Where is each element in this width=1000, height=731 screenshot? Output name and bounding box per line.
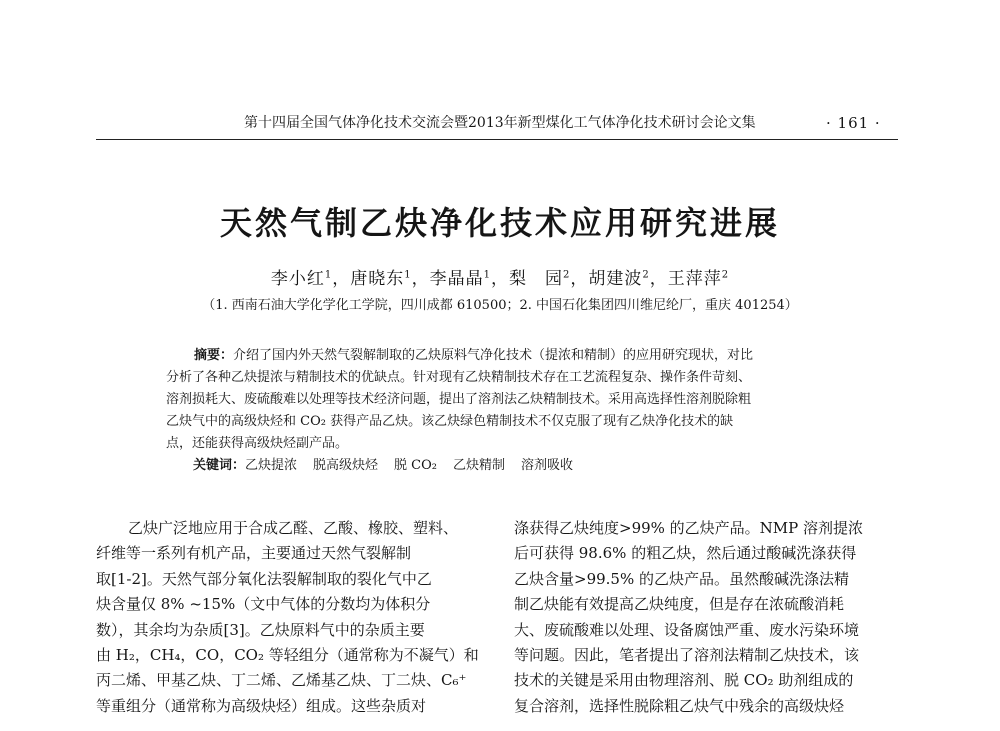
abstract-line: 点，还能获得高级炔烃副产品。: [166, 436, 349, 451]
body-line: 纤维等一系列有机产品，主要通过天然气裂解制: [96, 544, 412, 563]
body-line: 乙炔含量>99.5% 的乙炔产品。虽然酸碱洗涤法精: [514, 569, 849, 588]
author-affiliation-mark: 2: [563, 269, 571, 281]
body-line: 大、废硫酸难以处理、设备腐蚀严重、废水污染环境: [514, 620, 860, 639]
author-name: 李晶晶: [429, 269, 484, 289]
author-affiliation-mark: 1: [483, 269, 491, 281]
body-line: 涤获得乙炔纯度>99% 的乙炔产品。NMP 溶剂提浓: [514, 519, 864, 537]
author-affiliation-mark: 1: [404, 269, 412, 281]
author-name: 唐晓东: [350, 269, 405, 289]
abstract-label: 摘要：: [194, 348, 234, 363]
page-number: · 161 ·: [826, 114, 881, 132]
author-name: 胡建波: [588, 269, 643, 289]
keyword: 乙炔提浓: [245, 458, 298, 473]
author-affiliation-mark: 2: [642, 269, 650, 281]
body-column-left: [96, 516, 479, 719]
author-name: 李小红: [270, 269, 325, 289]
keywords-label: 关键词：: [193, 458, 246, 473]
body-line: 等重组分（通常称为高级炔烃）组成。这些杂质对: [96, 696, 427, 715]
body-line: 等问题。因此，笔者提出了溶剂法精制乙炔技术，该: [514, 645, 860, 664]
body-line: 乙炔广泛地应用于合成乙醛、乙酸、橡胶、塑料、: [128, 519, 459, 537]
article-title: 天然气制乙炔净化技术应用研究进展: [219, 204, 780, 242]
keyword: 溶剂吸收: [521, 458, 574, 473]
body-column-right: [514, 516, 884, 719]
author-name: 王萍萍: [667, 269, 722, 289]
body-line: 取[1-2]。天然气部分氧化法裂解制取的裂化气中乙: [96, 569, 432, 588]
author-list: 李小红$^1$，唐晓东$^1$，李晶晶$^1$，梨 园$^2$，胡建波$^2$，王萍萍$^2$: [270, 269, 730, 289]
abstract-line: [166, 345, 836, 367]
author-affiliation-mark: 2: [721, 269, 730, 281]
body-line: 技术的关键是采用由物理溶剂、脱 CO₂ 助剂组成的: [514, 671, 854, 690]
abstract-line: 乙炔气中的高级炔烃和 CO₂ 获得产品乙炔。该乙炔绿色精制技术不仅克服了现有乙炔净化技术的缺: [166, 414, 734, 429]
body-line: 制乙炔能有效提高乙炔纯度，但是存在浓硫酸消耗: [514, 595, 845, 614]
body-line: 由 H₂，CH₄，CO，CO₂ 等轻组分（通常称为不凝气）和: [96, 645, 479, 664]
header-rule: [96, 139, 898, 140]
abstract-line: 分析了各种乙炔提浓与精制技术的优缺点。针对现有乙炔精制技术存在工艺流程复杂、操作条件苛刻、: [166, 370, 752, 385]
abstract-line: 溶剂损耗大、废硫酸难以处理等技术经济问题，提出了溶剂法乙炔精制技术。采用高选择性溶剂脱除粗: [166, 392, 752, 407]
keyword: 脱 CO₂: [394, 458, 437, 473]
keyword: 乙炔精制: [453, 458, 506, 473]
keyword: 脱高级炔烃: [313, 458, 379, 473]
keywords-line: [166, 455, 836, 477]
body-line: 数），其余均为杂质[3]。乙炔原料气中的杂质主要: [96, 620, 425, 639]
body-line: 丙二烯、甲基乙炔、丁二烯、乙烯基乙炔、丁二炔、C₆⁺: [96, 671, 467, 690]
abstract-text: 介绍了国内外天然气裂解制取的乙炔原料气净化技术（提浓和精制）的应用研究现状，对比: [233, 348, 754, 363]
body-line: 复合溶剂，选择性脱除粗乙炔气中残余的高级炔烃: [514, 696, 845, 715]
author-name: 梨 园: [509, 269, 563, 289]
affiliation: （1. 西南石油大学化学化工学院，四川成都 610500；2. 中国石化集团四川维尼纶厂，重庆 401254）: [202, 298, 798, 313]
body-line: 炔含量仅 8% ~15%（文中气体的分数均为体积分: [96, 595, 431, 614]
running-head: 第十四届全国气体净化技术交流会暨2013年新型煤化工气体净化技术研讨会论文集: [244, 115, 756, 131]
abstract: [166, 345, 836, 477]
author-affiliation-mark: 1: [324, 269, 333, 281]
body-line: 后可获得 98.6% 的粗乙炔，然后通过酸碱洗涤获得: [514, 544, 857, 563]
